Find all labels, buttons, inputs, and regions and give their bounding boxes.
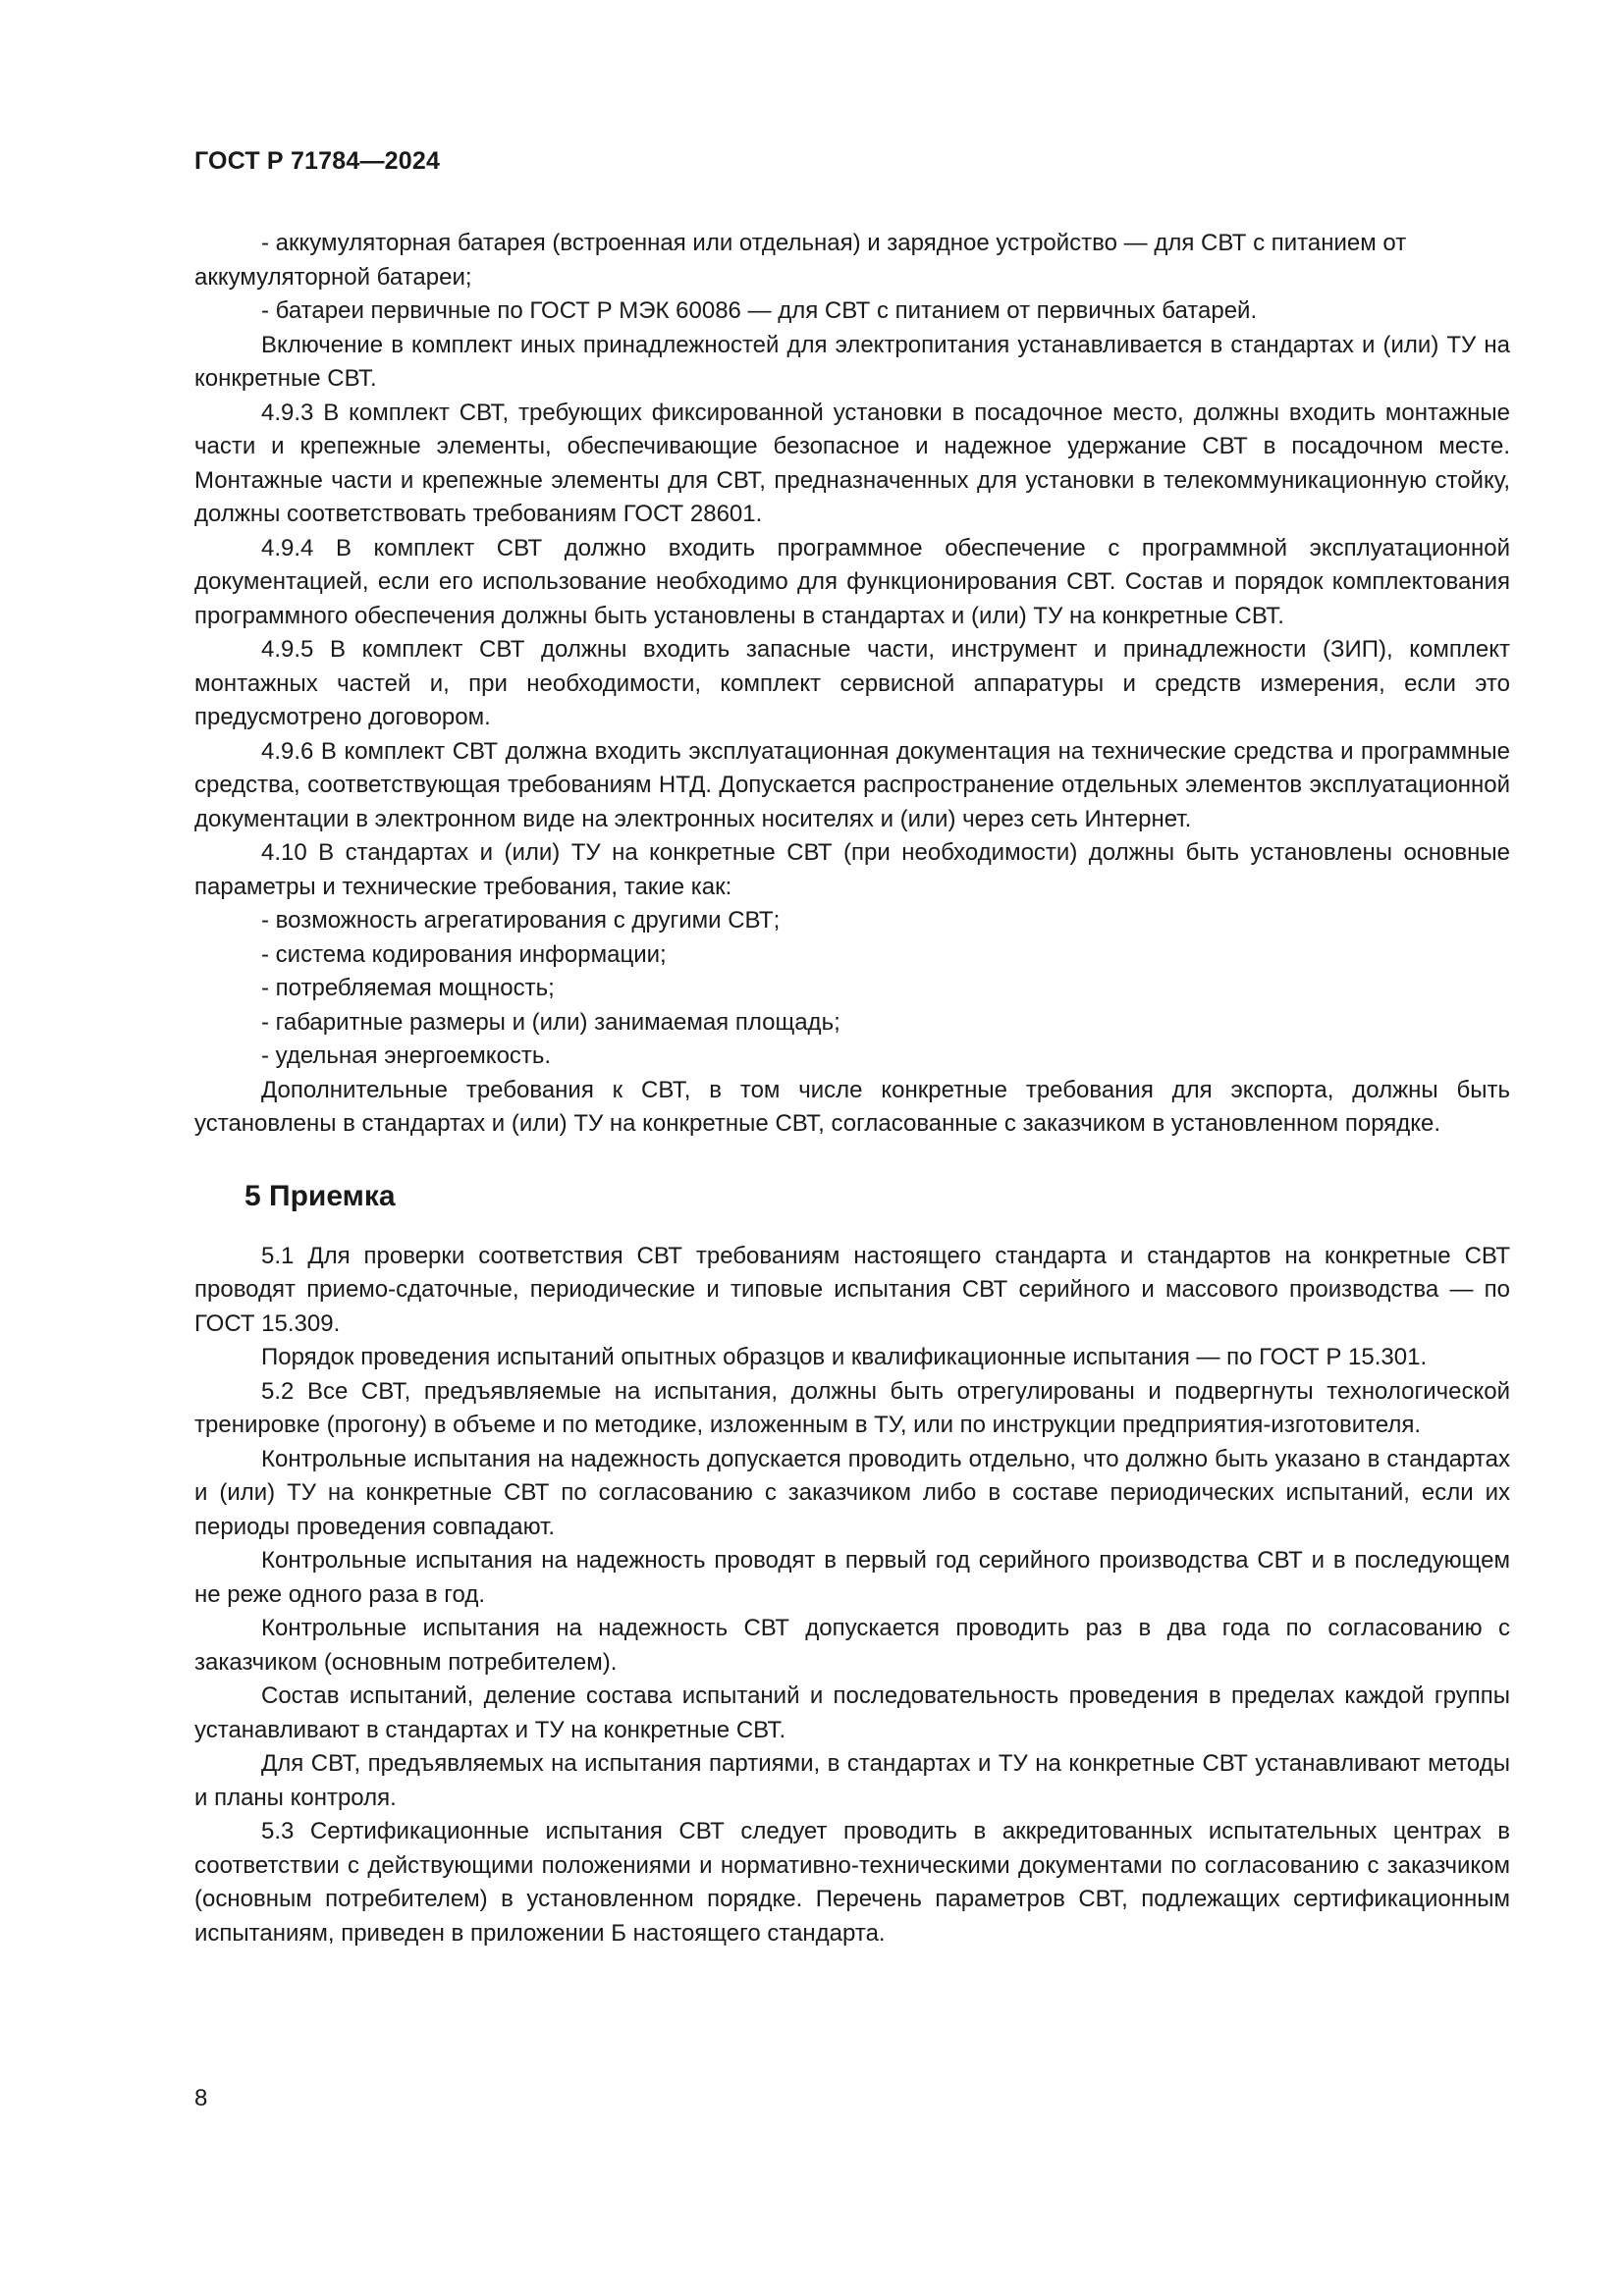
paragraph-4-9-5: 4.9.5 В комплект СВТ должны входить запасные части, инструмент и принадлежности (ЗИП), комплект монтажных частей и, при необходимости, комплект сервисной аппаратуры и средств измерения, если это предусмотрено договором. <box>194 636 1510 730</box>
list-item: - потребляемая мощность; <box>261 975 555 1001</box>
paragraph: Дополнительные требования к СВТ, в том числе конкретные требования для экспорта, должны быть установлены в стандартах и (или) ТУ на конкретные СВТ, согласованные с заказчиком в установленном порядке. <box>194 1076 1510 1137</box>
paragraph: Контрольные испытания на надежность СВТ допускается проводить раз в два года по согласованию с заказчиком (основным потребителем). <box>194 1615 1510 1676</box>
paragraph: Контрольные испытания на надежность проводят в первый год серийного производства СВТ и в последующем не реже одного раза в год. <box>194 1547 1510 1608</box>
list-item: - удельная энергоемкость. <box>261 1042 552 1069</box>
paragraph-5-3: 5.3 Сертификационные испытания СВТ следует проводить в аккредитованных испытательных центрах в соответствии с действующими положениями и нормативно-техническими документами по согласованию с заказчиком (основным потребителем) в установленном порядке. Перечень параметров СВТ, подлежащих сертификационным испытаниям, приведен в приложении Б настоящего стандарта. <box>194 1818 1510 1947</box>
paragraph: Контрольные испытания на надежность допускается проводить отдельно, что должно быть указано в стандартах и (или) ТУ на конкретные СВТ по согласованию с заказчиком либо в составе периодических испытаний, если их периоды проведения совпадают. <box>194 1445 1510 1540</box>
paragraph-4-10: 4.10 В стандартах и (или) ТУ на конкретные СВТ (при необходимости) должны быть установлены основные параметры и технические требования, такие как: <box>194 839 1510 900</box>
page-body <box>194 227 1510 1950</box>
paragraph-5-1: 5.1 Для проверки соответствия СВТ требованиям настоящего стандарта и стандартов на конкретные СВТ проводят приемо-сдаточные, периодические и типовые испытания СВТ серийного и массового производства — по ГОСТ 15.309. <box>194 1242 1510 1337</box>
paragraph-4-9-6: 4.9.6 В комплект СВТ должна входить эксплуатационная документация на технические средства и программные средства, соответствующая требованиям НТД. Допускается распространение отдельных элементов эксплуатационной документации в электронном виде на электронных носителях и (или) через сеть Интернет. <box>194 737 1510 832</box>
list-item: - габаритные размеры и (или) занимаемая площадь; <box>261 1008 840 1036</box>
paragraph-5-2: 5.2 Все СВТ, предъявляемые на испытания, должны быть отрегулированы и подвергнуты технологической тренировке (прогону) в объеме и по методике, изложенным в ТУ, или по инструкции предприятия-изготовителя. <box>194 1377 1510 1438</box>
paragraph-4-9-3: 4.9.3 В комплект СВТ, требующих фиксированной установки в посадочное место, должны входить монтажные части и крепежные элементы, обеспечивающие безопасное и надежное удержание СВТ в посадочном месте. Монтажные части и крепежные элементы для СВТ, предназначенных для установки в телекоммуникационную стойку, должны соответствовать требованиям ГОСТ 28601. <box>194 399 1510 527</box>
list-item: - система кодирования информации; <box>261 940 667 968</box>
page-number: 8 <box>194 2085 208 2111</box>
list-item: - аккумуляторная батарея (встроенная или отдельная) и зарядное устройство — для СВТ с питанием от аккумуляторной батареи; <box>194 230 1407 291</box>
paragraph-4-9-4: 4.9.4 В комплект СВТ должно входить программное обеспечение с программной эксплуатационной документацией, если его использование необходимо для функционирования СВТ. Состав и порядок комплектования программного обеспечения должны быть установлены в стандартах и (или) ТУ на конкретные СВТ. <box>194 534 1510 629</box>
paragraph: Для СВТ, предъявляемых на испытания партиями, в стандартах и ТУ на конкретные СВТ устанавливают методы и планы контроля. <box>194 1750 1510 1811</box>
list-item: - батареи первичные по ГОСТ Р МЭК 60086 — для СВТ с питанием от первичных батарей. <box>261 297 1258 324</box>
paragraph: Включение в комплект иных принадлежностей для электропитания устанавливается в стандартах и (или) ТУ на конкретные СВТ. <box>194 331 1510 392</box>
document-code-header: ГОСТ Р 71784—2024 <box>194 147 441 175</box>
section-5-title: 5 Приемка <box>244 1179 396 1212</box>
list-item: - возможность агрегатирования с другими СВТ; <box>261 907 781 934</box>
paragraph: Состав испытаний, деление состава испытаний и последовательность проведения в пределах каждой группы устанавливают в стандартах и ТУ на конкретные СВТ. <box>194 1682 1510 1743</box>
paragraph: Порядок проведения испытаний опытных образцов и квалификационные испытания — по ГОСТ Р 15.301. <box>261 1344 1428 1370</box>
